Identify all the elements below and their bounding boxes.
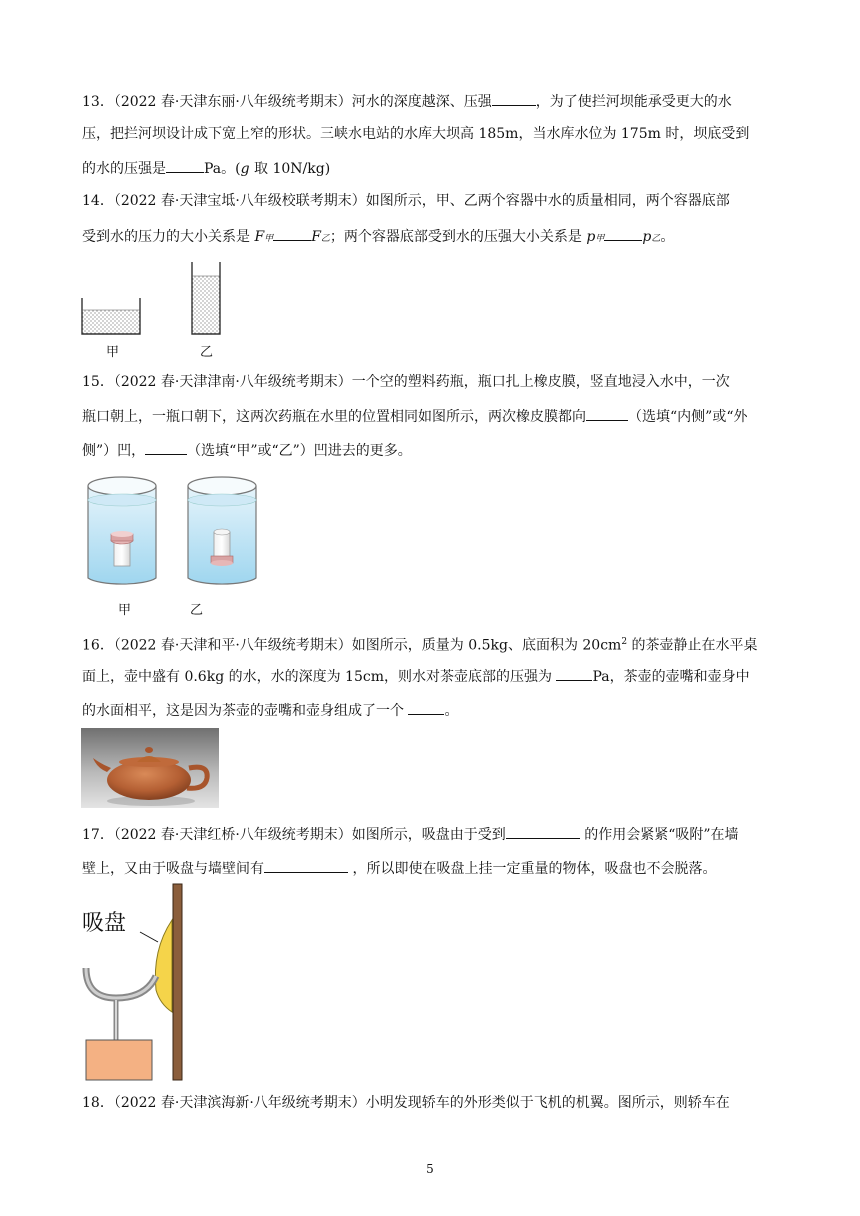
q14-line-1: 14．（2022 春·天津宝坻·八年级校联考期末）如图所示，甲、乙两个容器中水的质量相同，两个容器底部 xyxy=(82,193,730,209)
q15-beakers-figure xyxy=(84,470,264,596)
q17-text: ，所以即使在吸盘上挂一定重量的物体，吸盘也不会脱落。 xyxy=(348,861,717,877)
q16-text: 16．（2022 春·天津和平·八年级统考期末）如图所示，质量为 0.5kg、底面积为 20cm xyxy=(82,637,622,654)
q13-text: 取 10N/kg) xyxy=(249,161,331,177)
q14-text: ；两个容器底部受到水的压强大小关系是 xyxy=(329,229,587,245)
q16-text: Pa，茶壶的壶嘴和壶身中 xyxy=(592,669,750,685)
q16-text: 。 xyxy=(444,703,459,719)
q15-blank-2[interactable] xyxy=(145,439,187,455)
q16-line-1 xyxy=(82,632,758,656)
q16-text: 面上，壶中盛有 0.6kg 的水，水的深度为 15cm，则水对茶壶底部的压强为 xyxy=(82,669,557,685)
q15-text: 侧”）凹， xyxy=(82,443,146,459)
q16-text: 的水面相平，这是因为茶壶的壶嘴和壶身组成了一个 xyxy=(82,703,409,719)
q13-blank-2[interactable] xyxy=(166,157,204,173)
q13-blank-1[interactable] xyxy=(492,90,536,106)
q18-line-1: 18．（2022 春·天津滨海新·八年级统考期末）小明发现轿车的外形类似于飞机的机翼。图所示，则轿车在 xyxy=(82,1095,730,1111)
q13-line-1 xyxy=(82,90,732,112)
q14-F-symbol: F xyxy=(254,229,265,245)
beaker-jia xyxy=(88,477,156,584)
q16-text: 的茶壶静止在水平桌 xyxy=(627,637,758,654)
q14-p-symbol: p xyxy=(642,229,652,245)
q14-label-yi: 乙 xyxy=(200,345,214,360)
q14-text: 。 xyxy=(660,229,675,245)
q13-text: 的水的压强是 xyxy=(82,161,166,177)
q14-subscript: 甲 xyxy=(264,234,274,244)
q17-text: 壁上，又由于吸盘与墙壁间有 xyxy=(82,861,264,877)
q14-blank-2[interactable] xyxy=(604,225,642,241)
q17-text: 17．（2022 春·天津红桥·八年级统考期末）如图所示，吸盘由于受到 xyxy=(82,827,506,843)
q17-line-2 xyxy=(82,857,716,879)
q15-line-1: 15．（2022 春·天津津南·八年级统考期末）一个空的塑料药瓶，瓶口扎上橡皮膜，竖直地浸入水中，一次 xyxy=(82,374,730,390)
teapot-photo xyxy=(81,728,219,808)
q17-line-1 xyxy=(82,823,739,845)
q14-subscript: 乙 xyxy=(320,234,330,244)
q13-text: Pa。( xyxy=(204,161,241,177)
q15-text: 瓶口朝上，一瓶口朝下，这两次药瓶在水里的位置相同如图所示，两次橡皮膜都向 xyxy=(82,409,586,425)
page-number: 5 xyxy=(426,1162,434,1176)
q14-containers-figure xyxy=(80,258,240,342)
q16-blank-2[interactable] xyxy=(408,699,444,715)
q14-p-symbol: p xyxy=(586,229,596,245)
q13-line-2: 压，把拦河坝设计成下宽上窄的形状。三峡水电站的水库大坝高 185m，当水库水位为 175m 时，坝底受到 xyxy=(82,126,750,142)
q14-line-2 xyxy=(82,225,674,249)
q15-text: （选填“内侧”或“外 xyxy=(628,409,748,425)
q13-line-3 xyxy=(82,157,330,179)
q13-text: 13．（2022 春·天津东丽·八年级统考期末）河水的深度越深、压强 xyxy=(82,94,492,110)
q17-blank-1[interactable] xyxy=(506,823,580,839)
container-jia xyxy=(82,298,140,334)
q14-blank-1[interactable] xyxy=(273,225,311,241)
q15-text: （选填“甲”或“乙”）凹进去的更多。 xyxy=(187,443,412,459)
q16-superscript: 2 xyxy=(621,637,628,647)
q15-blank-1[interactable] xyxy=(586,405,628,421)
q14-label-jia: 甲 xyxy=(106,345,120,360)
suction-cup-figure xyxy=(82,880,192,1084)
q16-line-3 xyxy=(82,699,458,721)
q16-blank-1[interactable] xyxy=(556,665,592,681)
q15-label-yi: 乙 xyxy=(190,603,204,618)
container-yi xyxy=(192,262,220,334)
q15-label-jia: 甲 xyxy=(118,603,132,618)
q14-text: 受到水的压力的大小关系是 xyxy=(82,229,255,245)
q17-blank-2[interactable] xyxy=(264,857,348,873)
q14-F-symbol: F xyxy=(311,229,321,245)
q15-line-3 xyxy=(82,439,412,461)
q14-subscript: 甲 xyxy=(595,234,605,244)
suction-cup-label: 吸盘 xyxy=(82,911,127,936)
q13-text: ，为了使拦河坝能承受更大的水 xyxy=(535,94,732,110)
q13-g-symbol: g xyxy=(240,161,250,177)
q15-line-2 xyxy=(82,405,747,427)
q16-line-2 xyxy=(82,665,750,687)
q17-text: 的作用会紧紧“吸附”在墙 xyxy=(579,827,739,843)
beaker-yi xyxy=(188,477,256,584)
q14-subscript: 乙 xyxy=(651,234,661,244)
